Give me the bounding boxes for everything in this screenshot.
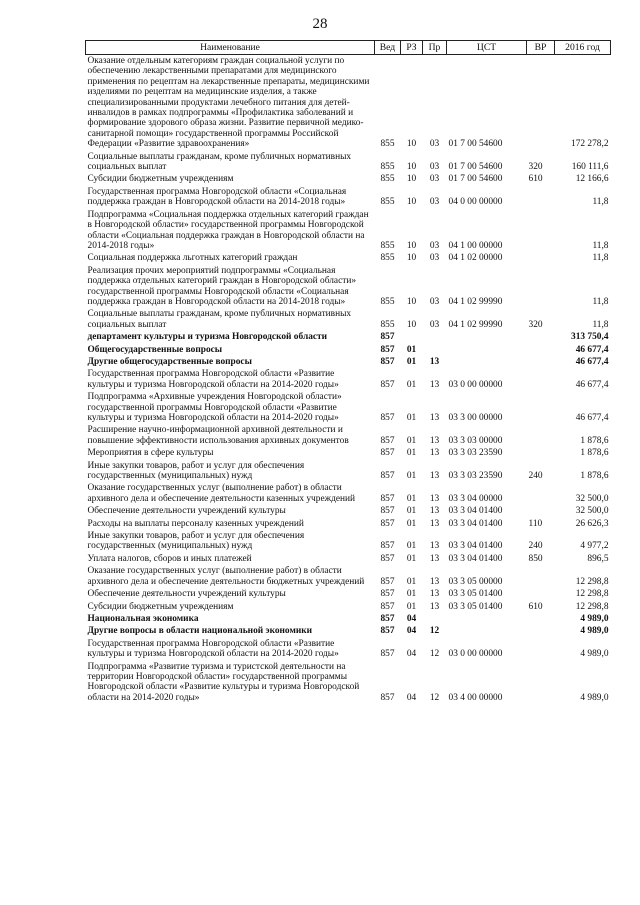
row-rz: 10 [406,253,417,264]
row-amount: 4 989,0 [580,649,609,660]
row-cst: 01 7 00 54600 [448,162,503,173]
row-pr: 12 [429,692,440,703]
table-row [86,601,611,613]
row-cst: 03 3 03 23590 [448,448,503,459]
row-pr: 13 [429,553,440,564]
row-rz: 10 [406,319,417,330]
row-pr: 13 [429,435,440,446]
row-name: Расходы на выплаты персоналу казенных учреждений [87,518,304,529]
row-pr: 13 [429,601,440,612]
row-vr: 610 [528,601,543,612]
row-name: Расширение научно-информационной архивной деятельности и повышение эффективности использования архивных документов [87,425,349,446]
row-ved: 855 [380,253,395,264]
column-header-vr: ВР [527,41,555,55]
table-row [86,460,611,483]
row-ved: 857 [380,493,395,504]
row-ved: 855 [380,319,395,330]
row-amount: 32 500,0 [575,506,609,517]
row-ved: 857 [380,601,395,612]
row-name: Иные закупки товаров, работ и услуг для обеспечения государственных (муниципальных) нужд [87,531,305,552]
row-rz: 01 [406,553,417,564]
table-row [86,447,611,459]
row-vr [527,209,555,253]
table-row [86,518,611,530]
row-pr: 03 [429,162,440,173]
row-amount: 12 298,8 [575,576,609,587]
row-ved: 855 [380,174,395,185]
row-name: Реализация прочих мероприятий подпрограммы «Социальная поддержка отдельных категорий граждан в Новгородской области» государственной программы Новгородской области «Социальная поддержка граждан в Новгородской области на 2014-2018 годы» [87,265,357,307]
table-row [86,391,611,424]
row-amount: 46 677,4 [575,379,609,390]
row-ved: 857 [380,692,395,703]
budget-table [85,40,611,704]
row-vr [527,424,555,447]
row-ved: 857 [380,576,395,587]
row-vr [527,344,555,356]
row-rz: 10 [406,139,417,150]
row-amount: 11,8 [592,319,609,330]
row-ved: 855 [380,197,395,208]
row-cst: 03 3 04 01400 [448,518,503,529]
row-ved: 857 [380,541,395,552]
row-cst [447,356,527,368]
row-name: Обеспечение деятельности учреждений культуры [87,506,286,517]
row-pr: 13 [429,493,440,504]
row-pr: 13 [429,518,440,529]
row-cst: 04 1 02 99990 [448,296,503,307]
table-row [86,186,611,209]
row-cst: 03 0 00 00000 [448,379,503,390]
row-cst [447,331,527,343]
row-ved: 857 [380,379,395,390]
row-pr: 13 [429,379,440,390]
row-pr: 13 [429,448,440,459]
row-pr: 03 [429,139,440,150]
row-pr: 03 [429,253,440,264]
table-row [86,344,611,356]
row-cst [447,613,527,625]
row-amount: 4 989,0 [580,626,609,637]
row-amount: 26 626,3 [575,518,609,529]
table-row [86,265,611,309]
row-amount: 11,8 [592,253,609,264]
row-ved: 857 [380,589,395,600]
row-amount: 11,8 [592,296,609,307]
column-header-name: Наименование [86,41,375,55]
row-cst: 01 7 00 54600 [448,139,503,150]
table-row [86,368,611,391]
row-amount: 896,5 [587,553,609,564]
row-vr [527,482,555,505]
row-name: Подпрограмма «Развитие туризма и туристской деятельности на территории Новгородской области» государственной программы Новгородской области «Развитие культуры и туризма Новгородской области на 2014-2020 годы» [87,661,360,703]
row-pr [423,613,447,625]
row-pr: 03 [429,296,440,307]
row-ved: 857 [380,553,395,564]
table-body [86,55,611,705]
row-amount: 46 677,4 [575,344,609,355]
row-amount: 4 989,0 [580,613,609,624]
row-amount: 12 298,8 [575,601,609,612]
row-rz: 10 [406,296,417,307]
row-name: Оказание отдельным категориям граждан социальной услуги по обеспечению лекарственными препаратами для медицинского применения по рецептам на лекарственные препараты, медицинскими изделиями по рецептам на медицинские изделия, а также специализированными продуктами лечебного питания для детей-инвалидов в рамках подпрограммы «Профилактика заболеваний и формирование здорового образа жизни. Развитие первичной медико-санитарной помощи» государственной программы Российской Федерации «Развитие здравоохранения» [87,56,370,150]
row-name: Иные закупки товаров, работ и услуг для обеспечения государственных (муниципальных) нужд [87,460,305,482]
row-name: Субсидии бюджетным учреждениям [87,601,234,612]
row-amount: 172 278,2 [571,139,609,150]
row-rz: 04 [406,626,417,637]
row-ved: 857 [380,344,395,355]
row-vr [527,252,555,264]
row-ved: 857 [380,626,395,637]
row-amount: 313 750,4 [571,332,609,343]
row-rz: 04 [406,649,417,660]
row-name: Уплата налогов, сборов и иных платежей [87,553,252,564]
row-amount: 12 166,6 [575,174,609,185]
row-rz: 01 [406,601,417,612]
column-header-ved: Вед [375,41,401,55]
row-vr: 610 [528,174,543,185]
table-row [86,530,611,553]
row-amount: 32 500,0 [575,493,609,504]
row-vr: 110 [528,518,543,529]
row-ved: 855 [380,240,395,251]
table-row [86,638,611,661]
row-cst: 03 3 00 00000 [448,413,503,423]
row-name: Социальные выплаты гражданам, кроме публичных нормативных социальных выплат [87,151,352,173]
row-amount: 4 989,0 [580,692,609,703]
column-header-year: 2016 год [555,41,611,55]
row-cst: 03 3 04 01400 [448,506,503,517]
row-pr: 12 [429,626,440,637]
row-rz: 10 [406,240,417,251]
row-pr: 13 [429,506,440,517]
row-ved: 857 [380,332,395,343]
row-vr [527,625,555,637]
row-amount: 46 677,4 [575,356,609,367]
row-ved: 857 [380,435,395,446]
row-vr: 320 [528,319,543,330]
row-vr [527,565,555,588]
row-cst [447,344,527,356]
table-row [86,625,611,637]
row-rz: 01 [406,471,417,482]
row-rz: 10 [406,162,417,173]
row-rz: 10 [406,174,417,185]
row-name: Обеспечение деятельности учреждений культуры [87,589,286,600]
row-name: департамент культуры и туризма Новгородской области [87,332,328,343]
row-name: Оказание государственных услуг (выполнение работ) в области архивного дела и обеспечение деятельности казенных учреждений [87,483,356,504]
row-rz: 04 [406,692,417,703]
row-amount: 46 677,4 [575,413,609,423]
row-pr: 12 [429,649,440,660]
row-ved: 857 [380,356,395,367]
row-vr: 240 [528,471,543,482]
row-cst: 03 3 05 01400 [448,601,503,612]
row-amount: 12 298,8 [575,589,609,600]
row-cst: 03 3 04 01400 [448,541,503,552]
row-cst: 03 3 03 00000 [448,435,503,446]
row-rz: 10 [406,197,417,208]
row-pr: 03 [429,319,440,330]
row-name: Другие общегосударственные вопросы [87,356,252,367]
row-pr: 13 [429,413,440,423]
row-ved: 857 [380,518,395,529]
row-rz: 01 [406,448,417,459]
column-header-cst: ЦСТ [447,41,527,55]
row-cst: 03 0 00 00000 [448,649,503,660]
row-vr [527,638,555,661]
row-vr [527,265,555,309]
row-ved: 857 [380,413,395,423]
row-ved: 857 [380,471,395,482]
row-pr: 13 [429,589,440,600]
table-row [86,588,611,600]
table-row [86,482,611,505]
table-row [86,661,611,705]
table-row [86,565,611,588]
row-cst: 03 3 04 00000 [448,493,503,504]
table-row [86,151,611,174]
row-amount: 4 977,2 [580,541,609,552]
row-ved: 855 [380,296,395,307]
row-name: Национальная экономика [87,613,199,624]
table-row [86,505,611,517]
row-vr: 320 [528,162,543,173]
row-name: Государственная программа Новгородской области «Социальная поддержка граждан в Новгородской области на 2014-2018 годы» [87,186,347,208]
table-row [86,209,611,253]
row-pr: 03 [429,240,440,251]
row-pr: 03 [429,174,440,185]
row-vr [527,356,555,368]
row-name: Социальная поддержка льготных категорий граждан [87,253,298,264]
column-header-rz: РЗ [401,41,423,55]
row-name: Государственная программа Новгородской области «Развитие культуры и туризма Новгородской области на 2014-2020 годы» [87,369,339,390]
row-cst: 04 0 00 00000 [448,197,503,208]
table-row [86,173,611,185]
table-row [86,331,611,343]
page-number: 28 [312,16,328,32]
row-cst: 01 7 00 54600 [448,174,503,185]
row-amount: 160 111,6 [571,162,609,173]
row-vr [527,613,555,625]
row-cst: 03 3 05 00000 [448,576,503,587]
row-ved: 855 [380,139,395,150]
table-row [86,356,611,368]
row-name: Мероприятия в сфере культуры [87,448,214,459]
table-header-row [86,41,611,55]
row-cst: 04 1 02 99990 [448,319,503,330]
table-row [86,252,611,264]
row-amount: 1 878,6 [580,448,609,459]
row-pr: 13 [429,576,440,587]
row-rz: 01 [406,493,417,504]
row-cst: 03 4 00 00000 [448,692,503,703]
table-row [86,308,611,331]
row-amount: 1 878,6 [580,471,609,482]
row-vr [527,186,555,209]
table-row [86,55,611,151]
row-pr: 13 [429,471,440,482]
row-rz: 01 [406,413,417,423]
row-rz: 04 [406,613,417,624]
row-rz: 01 [406,589,417,600]
row-ved: 857 [380,649,395,660]
table-row [86,613,611,625]
row-rz: 01 [406,356,417,367]
row-pr: 03 [429,197,440,208]
row-pr: 13 [429,541,440,552]
row-pr: 13 [429,356,440,367]
row-ved: 857 [380,613,395,624]
row-pr [423,344,447,356]
row-name: Общегосударственные вопросы [87,344,223,355]
row-amount: 11,8 [592,240,609,251]
row-vr [527,55,555,151]
row-rz: 01 [406,435,417,446]
table-row [86,424,611,447]
row-pr [423,331,447,343]
row-amount: 11,8 [592,197,609,208]
row-name: Подпрограмма «Социальная поддержка отдельных категорий граждан в Новгородской области» государственной программы Новгородской области «Социальная поддержка граждан в Новгородской области на 2014-2018 годы» [87,209,369,251]
row-vr [527,391,555,424]
row-ved: 855 [380,162,395,173]
row-rz: 01 [406,576,417,587]
row-ved: 857 [380,506,395,517]
row-vr [527,368,555,391]
row-rz: 01 [406,541,417,552]
row-vr [527,661,555,705]
row-rz: 01 [406,518,417,529]
row-vr [527,447,555,459]
row-name: Субсидии бюджетным учреждениям [87,174,234,185]
column-header-pr: Пр [423,41,447,55]
row-cst: 04 1 00 00000 [448,240,503,251]
row-cst: 03 3 04 01400 [448,553,503,564]
row-cst: 03 3 03 23590 [448,471,503,482]
row-ved: 857 [380,448,395,459]
row-vr [527,588,555,600]
row-rz: 01 [406,344,417,355]
row-name: Другие вопросы в области национальной экономики [87,626,313,637]
row-vr [527,331,555,343]
row-vr: 240 [528,541,543,552]
row-vr [527,505,555,517]
row-cst [447,625,527,637]
row-cst: 04 1 02 00000 [448,253,503,264]
row-cst: 03 3 05 01400 [448,589,503,600]
table-row [86,553,611,565]
row-rz: 01 [406,506,417,517]
row-name: Подпрограмма «Архивные учреждения Новгородской области» государственной программы Новгородской области «Развитие культуры и туризма Новгородской области на 2014-2020 годы» [87,392,342,423]
row-name: Оказание государственных услуг (выполнение работ) в области архивного дела и обеспечение деятельности бюджетных учреждений [87,566,365,587]
row-name: Государственная программа Новгородской области «Развитие культуры и туризма Новгородской области на 2014-2020 годы» [87,638,339,660]
row-name: Социальные выплаты гражданам, кроме публичных нормативных социальных выплат [87,309,352,330]
row-rz [401,331,423,343]
row-amount: 1 878,6 [580,435,609,446]
row-rz: 01 [406,379,417,390]
row-vr: 850 [528,553,543,564]
